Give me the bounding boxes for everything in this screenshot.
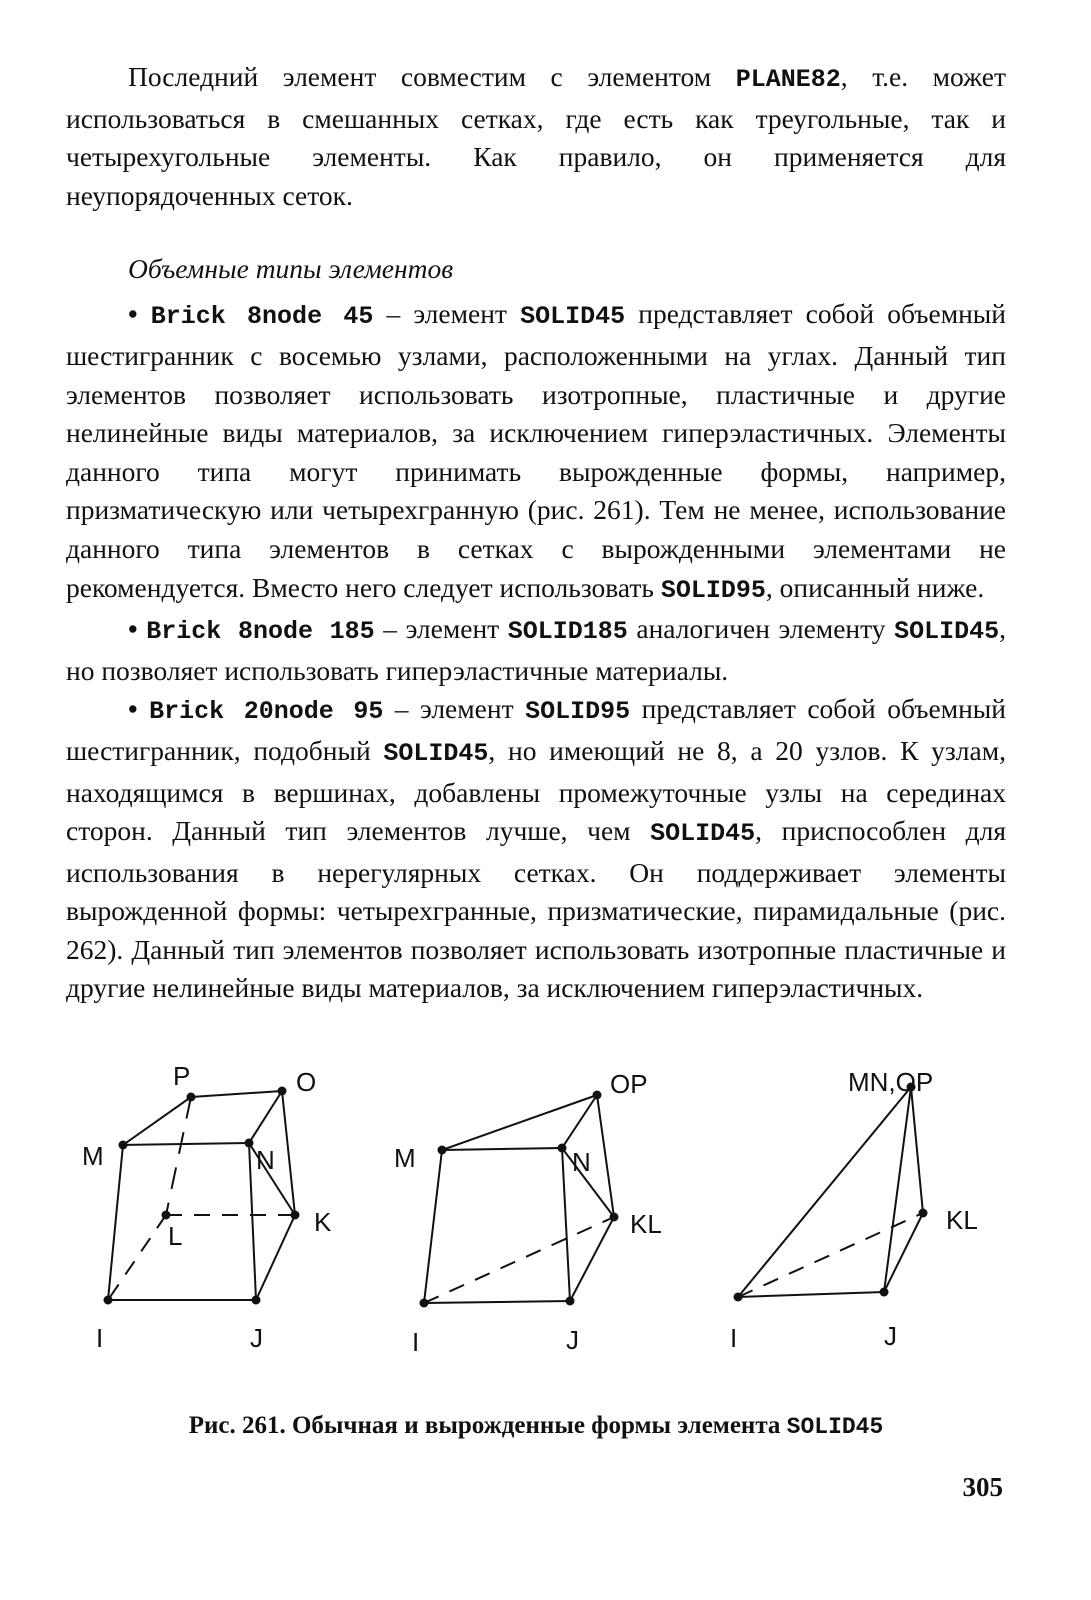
code-solid45: SOLID45 (383, 738, 489, 768)
label-o: O (296, 1067, 317, 1097)
code-solid45: SOLID45 (520, 302, 626, 332)
bullet-solid95 (66, 690, 1006, 1008)
label-p: P (173, 1061, 191, 1091)
node-dot (104, 1296, 113, 1305)
node-dot (187, 1093, 196, 1102)
code-solid185: SOLID185 (507, 617, 628, 647)
text-run: , описанный ниже. (765, 571, 985, 603)
node-dot (252, 1296, 261, 1305)
page-number: 305 (962, 1472, 1003, 1502)
label-i: I (730, 1323, 738, 1353)
node-dot (919, 1209, 928, 1218)
brick-shape (108, 1091, 295, 1300)
node-dot (119, 1141, 128, 1150)
label-n: N (256, 1145, 275, 1175)
label-m: M (394, 1143, 416, 1173)
section-heading: Объемные типы элементов (128, 253, 454, 285)
text-run: , т.е. может использоваться в смешанных сетках, где есть как треугольные, так и четырехугольные элементы. Как правило, он применяется для неупорядоченных сеток. (66, 61, 1006, 211)
node-dot (420, 1299, 429, 1308)
text-run: представляет собой объемный шестигранник с восемью узлами, расположенными на углах. Данный тип элементов позволяет использовать изотропные, пластичные и другие нелинейные виды материалов, за исключением гиперэластичных. Элементы данного типа могут принимать вырожденные формы, например, призматическую или четырехгранную (рис. 261). Тем не менее, использование данного типа элементов в сетках с вырожденными элементами не рекомендуется. Вместо него следует использовать (66, 298, 1007, 603)
code-solid45: SOLID45 (650, 819, 756, 849)
text-run: представляет собой объемный шестигранник, подобный (66, 693, 1007, 766)
node-dot (291, 1211, 300, 1220)
label-j: J (250, 1323, 263, 1353)
bullet-icon: • (128, 298, 138, 330)
element-shapes-diagram (66, 1055, 1006, 1365)
code-solid45: SOLID45 (894, 617, 1000, 647)
label-m: M (82, 1141, 104, 1171)
bullet-icon: • (128, 693, 138, 725)
prism-shape (424, 1095, 614, 1303)
node-dot (438, 1146, 447, 1155)
code-solid95: SOLID95 (660, 575, 766, 605)
node-dot (162, 1211, 171, 1220)
label-i: I (96, 1323, 104, 1353)
label-n: N (572, 1147, 591, 1177)
node-dot (734, 1293, 743, 1302)
label-k: K (314, 1207, 332, 1237)
node-dot (558, 1144, 567, 1153)
bullet-solid185 (66, 610, 1006, 690)
code-plane82: PLANE82 (735, 65, 841, 94)
caption-text: Рис. 261. Обычная и вырожденные формы элемента (188, 1412, 787, 1439)
node-dot (593, 1091, 602, 1100)
element-name: Brick 8node 185 (146, 617, 375, 647)
label-kl: KL (946, 1205, 978, 1235)
text-run: , но имеющий не 8, а 20 узлов. К узлам, находящимся в вершинах, добавлены промежуточные узлы на серединах сторон. Данный тип элементов лучше, чем (66, 734, 1006, 847)
label-op: OP (610, 1069, 648, 1099)
text-run: – элемент (373, 298, 521, 330)
node-dot (566, 1297, 575, 1306)
element-name: Brick 8node 45 (150, 302, 374, 332)
label-mn-op: MN,OP (848, 1067, 934, 1097)
node-dot (245, 1139, 254, 1148)
node-dot (610, 1213, 619, 1222)
label-l: L (168, 1221, 183, 1251)
paragraph-plane82 (66, 58, 1006, 215)
bullet-solid45 (66, 295, 1006, 610)
figure-261 (66, 1055, 1006, 1365)
node-dot (278, 1087, 287, 1096)
text-run: , приспособлен для использования в нерегулярных сетках. Он поддерживает элементы вырожденной формы: четырехгранные, призматические, пирамидальные (рис. 262). Данный тип элементов позволяет использовать изотропные пластичные и другие нелинейные виды материалов, за исключением гиперэластичных. (66, 815, 1006, 1004)
element-name: Brick 20node 95 (149, 697, 384, 727)
text-run: аналогичен элементу (627, 613, 895, 645)
caption-code: SOLID45 (786, 1414, 884, 1440)
page-body (66, 58, 1006, 1008)
label-j: J (884, 1321, 897, 1351)
text-run: Последний элемент совместим с элементом (128, 61, 736, 92)
text-run: – элемент (383, 693, 526, 725)
tetrahedron-shape (738, 1087, 923, 1297)
label-kl: KL (630, 1209, 662, 1239)
node-dot (880, 1288, 889, 1297)
code-solid95: SOLID95 (525, 697, 631, 727)
bullet-icon: • (128, 613, 138, 645)
text-run: – элемент (374, 613, 508, 645)
label-i: I (412, 1327, 420, 1357)
text-run: , но позволяет использовать гиперэластичные материалы. (66, 613, 1007, 686)
figure-caption (66, 1412, 1006, 1440)
label-j: J (566, 1325, 579, 1355)
